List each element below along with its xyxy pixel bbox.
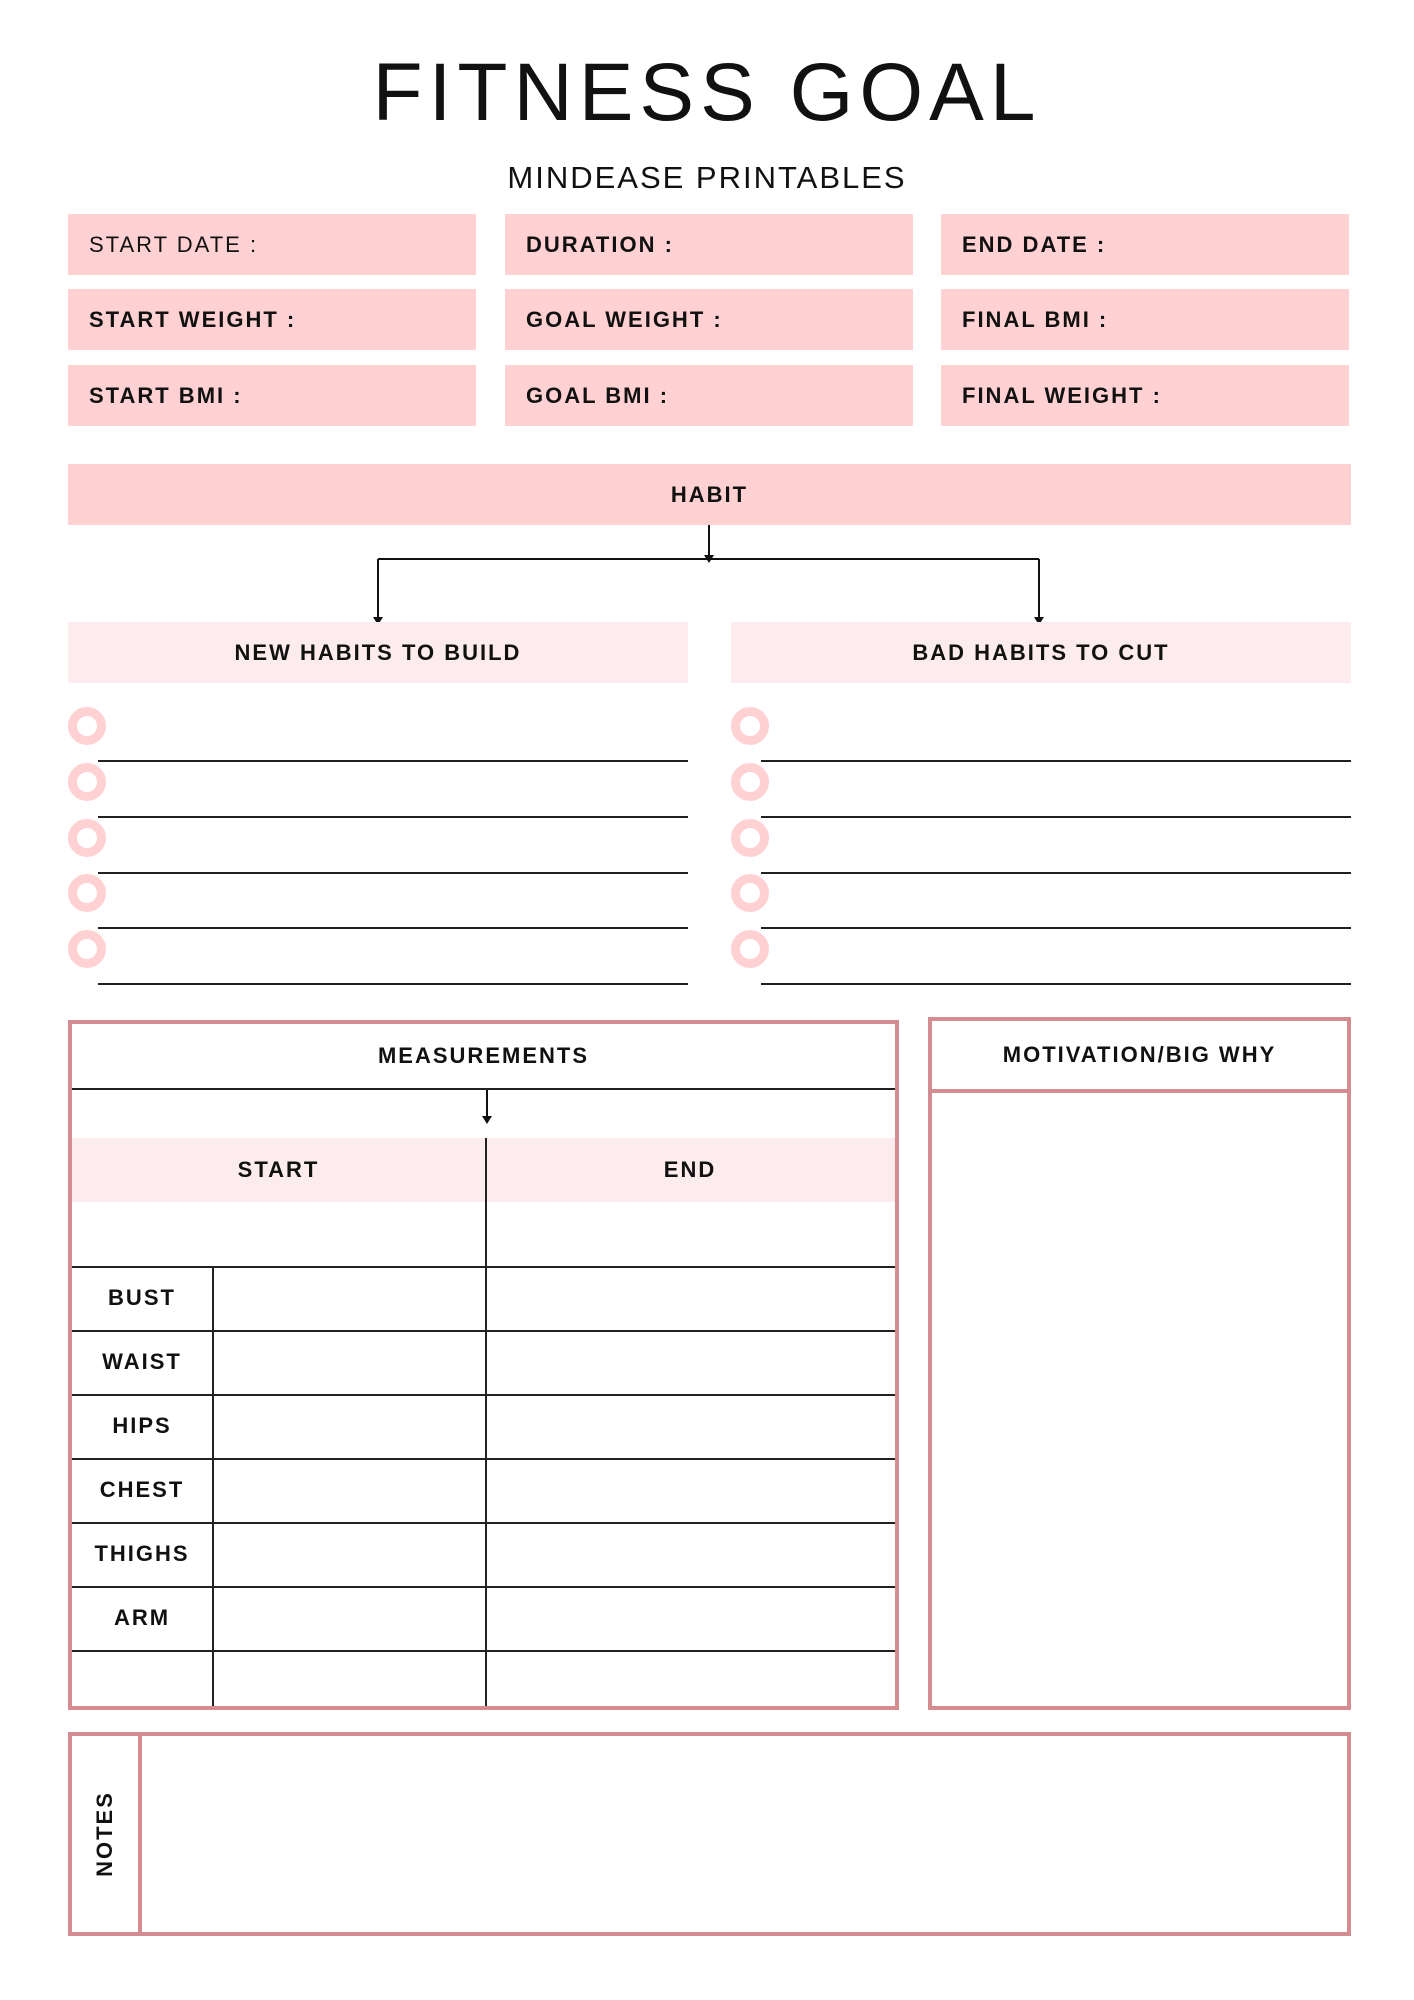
measurements-arrow-icon bbox=[481, 1090, 493, 1126]
start-weight-field[interactable]: START WEIGHT : bbox=[68, 289, 476, 350]
start-column-header: START bbox=[72, 1138, 485, 1202]
row-label-thighs: THIGHS bbox=[94, 1541, 190, 1566]
new-habits-header: NEW HABITS TO BUILD bbox=[68, 622, 688, 683]
row-label-arm: ARM bbox=[113, 1605, 171, 1630]
circle-bullet-icon[interactable] bbox=[731, 819, 769, 857]
circle-bullet-icon[interactable] bbox=[731, 874, 769, 912]
bad-habit-line[interactable] bbox=[731, 930, 1351, 970]
bad-habit-line[interactable] bbox=[731, 874, 1351, 914]
start-date-field[interactable]: START DATE : bbox=[68, 214, 476, 275]
new-habit-line[interactable] bbox=[68, 707, 688, 747]
new-habit-line[interactable] bbox=[68, 930, 688, 970]
goal-bmi-field[interactable]: GOAL BMI : bbox=[505, 365, 913, 426]
page-subtitle: MINDEASE PRINTABLES bbox=[507, 160, 907, 195]
row-label-chest: CHEST bbox=[99, 1477, 185, 1502]
habit-connector-arrows bbox=[0, 525, 1414, 625]
new-habit-line[interactable] bbox=[68, 874, 688, 914]
end-column-header: END bbox=[485, 1138, 895, 1202]
measurements-table bbox=[68, 1020, 899, 1710]
row-label-bust: BUST bbox=[108, 1285, 176, 1310]
notes-box[interactable] bbox=[68, 1732, 1351, 1936]
duration-field[interactable]: DURATION : bbox=[505, 214, 913, 275]
start-bmi-field[interactable]: START BMI : bbox=[68, 365, 476, 426]
row-label-hips: HIPS bbox=[112, 1413, 172, 1438]
circle-bullet-icon[interactable] bbox=[68, 819, 106, 857]
bad-habit-line[interactable] bbox=[731, 763, 1351, 803]
final-bmi-field[interactable]: FINAL BMI : bbox=[941, 289, 1349, 350]
new-habit-line[interactable] bbox=[68, 819, 688, 859]
motivation-box[interactable] bbox=[928, 1017, 1351, 1710]
bad-habit-line[interactable] bbox=[731, 819, 1351, 859]
motivation-title: MOTIVATION/BIG WHY bbox=[1002, 1042, 1277, 1067]
habit-header: HABIT bbox=[68, 464, 1351, 525]
circle-bullet-icon[interactable] bbox=[731, 930, 769, 968]
goal-weight-field[interactable]: GOAL WEIGHT : bbox=[505, 289, 913, 350]
bad-habit-line[interactable] bbox=[731, 707, 1351, 747]
notes-label-container bbox=[72, 1736, 138, 1932]
circle-bullet-icon[interactable] bbox=[68, 874, 106, 912]
circle-bullet-icon[interactable] bbox=[731, 763, 769, 801]
row-label-waist: WAIST bbox=[102, 1349, 182, 1374]
circle-bullet-icon[interactable] bbox=[68, 707, 106, 745]
measurements-title: MEASUREMENTS bbox=[377, 1043, 589, 1068]
page-title: FITNESS GOAL bbox=[372, 47, 1042, 138]
final-weight-field[interactable]: FINAL WEIGHT : bbox=[941, 365, 1349, 426]
end-date-field[interactable]: END DATE : bbox=[941, 214, 1349, 275]
bad-habits-header: BAD HABITS TO CUT bbox=[731, 622, 1351, 683]
circle-bullet-icon[interactable] bbox=[731, 707, 769, 745]
notes-label: NOTES bbox=[92, 1791, 118, 1877]
circle-bullet-icon[interactable] bbox=[68, 930, 106, 968]
new-habit-line[interactable] bbox=[68, 763, 688, 803]
circle-bullet-icon[interactable] bbox=[68, 763, 106, 801]
